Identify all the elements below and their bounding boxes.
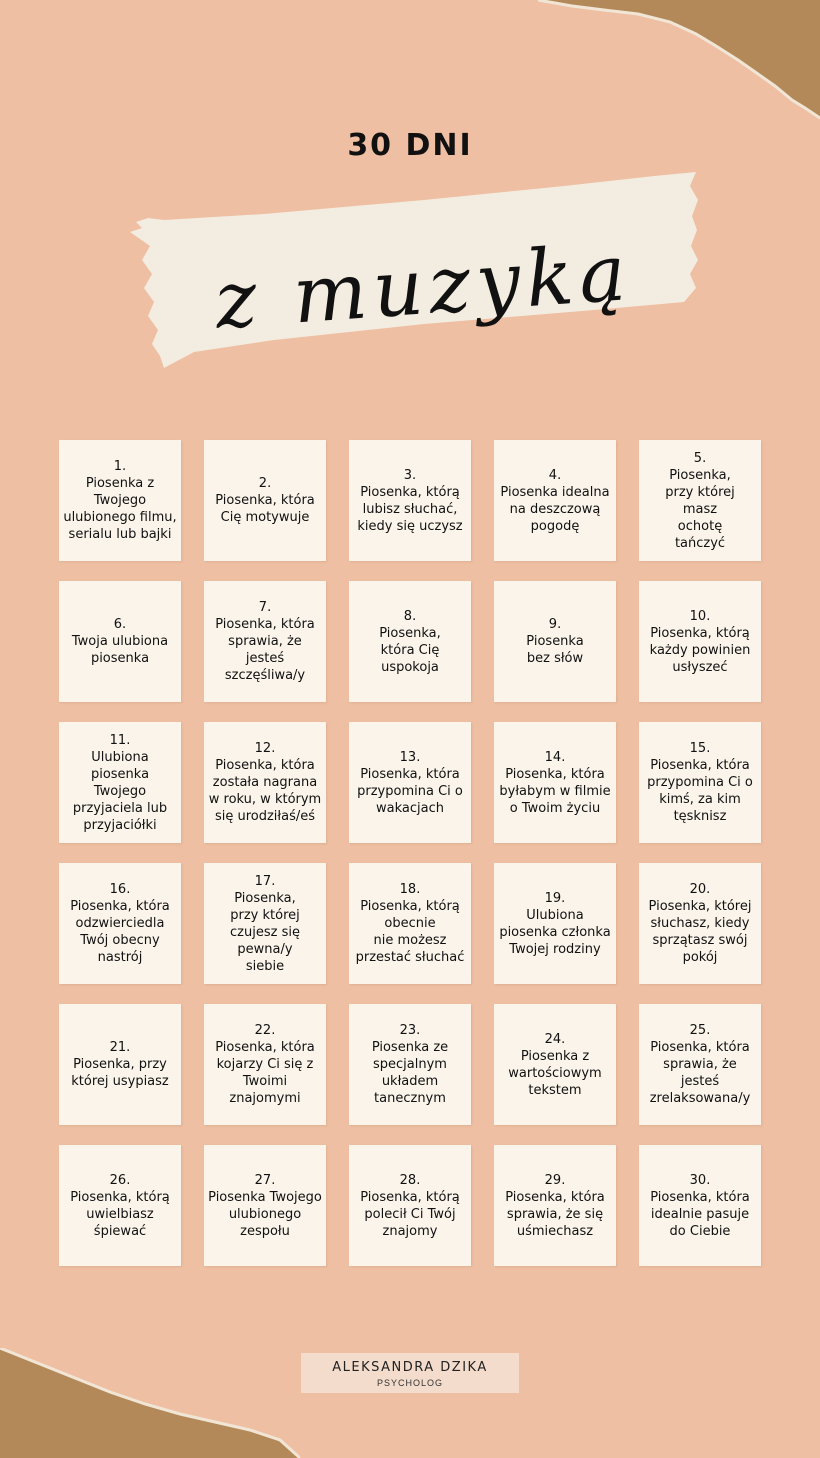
challenge-card bbox=[59, 1004, 181, 1125]
challenge-card bbox=[59, 863, 181, 984]
script-subtitle: z muzyką bbox=[212, 227, 635, 347]
challenge-card-text: 12. Piosenka, która została nagrana w roku, w którym się urodziłaś/eś bbox=[208, 741, 322, 824]
kraft-paper-corner-top-right bbox=[520, 0, 820, 120]
challenge-card bbox=[639, 1004, 761, 1125]
challenge-card-text: 13. Piosenka, która przypomina Ci o wakacjach bbox=[357, 749, 463, 816]
challenge-card-text: 24. Piosenka z wartościowym tekstem bbox=[508, 1031, 602, 1098]
challenge-card bbox=[59, 581, 181, 702]
challenge-card bbox=[494, 1145, 616, 1266]
challenge-card-text: 25. Piosenka, która sprawia, że jesteś zrelaksowana/y bbox=[649, 1023, 751, 1106]
challenge-card-text: 29. Piosenka, która sprawia, że się uśmiechasz bbox=[505, 1172, 605, 1239]
challenge-card-text: 6. Twoja ulubiona piosenka bbox=[71, 617, 169, 666]
challenge-card-text: 8. Piosenka, która Cię uspokoja bbox=[379, 608, 441, 675]
challenge-card-text: 17. Piosenka, przy której czujesz się pewna/y siebie bbox=[230, 873, 300, 974]
challenge-card-text: 7. Piosenka, która sprawia, że jesteś szczęśliwa/y bbox=[215, 600, 315, 683]
kraft-paper-corner-bottom-left bbox=[0, 1348, 300, 1458]
challenge-card bbox=[349, 1145, 471, 1266]
challenge-card bbox=[349, 722, 471, 843]
challenge-card bbox=[494, 863, 616, 984]
challenge-card-text: 9. Piosenka bez słów bbox=[526, 617, 584, 666]
challenge-card-text: 18. Piosenka, którą obecnie nie możesz przestać słuchać bbox=[355, 882, 465, 965]
challenge-card-text: 2. Piosenka, która Cię motywuje bbox=[215, 476, 315, 525]
challenge-card bbox=[204, 722, 326, 843]
page-title: 30 DNI bbox=[347, 128, 473, 163]
challenge-card bbox=[204, 1145, 326, 1266]
challenge-card-text: 21. Piosenka, przy której usypiasz bbox=[71, 1040, 169, 1089]
challenge-card-text: 5. Piosenka, przy której masz ochotę tańczyć bbox=[665, 450, 735, 551]
challenge-card-text: 20. Piosenka, której słuchasz, kiedy sprzątasz swój pokój bbox=[648, 882, 752, 965]
challenge-card bbox=[204, 581, 326, 702]
challenge-card-text: 16. Piosenka, która odzwierciedla Twój obecny nastrój bbox=[70, 882, 170, 965]
challenge-card-text: 23. Piosenka ze specjalnym układem tanecznym bbox=[371, 1023, 449, 1106]
challenge-card bbox=[59, 1145, 181, 1266]
challenge-card bbox=[59, 722, 181, 843]
challenge-card-text: 22. Piosenka, która kojarzy Ci się z Twoimi znajomymi bbox=[215, 1023, 315, 1106]
challenge-card bbox=[349, 863, 471, 984]
challenge-card bbox=[349, 1004, 471, 1125]
challenge-card bbox=[639, 722, 761, 843]
challenge-card-text: 14. Piosenka, która byłabym w filmie o Twoim życiu bbox=[499, 749, 611, 816]
challenge-card-text: 3. Piosenka, którą lubisz słuchać, kiedy się uczysz bbox=[357, 467, 463, 534]
author-badge bbox=[301, 1353, 519, 1393]
challenge-card bbox=[59, 440, 181, 561]
challenge-grid bbox=[59, 440, 761, 1266]
challenge-card bbox=[639, 1145, 761, 1266]
author-name: ALEKSANDRA DZIKA bbox=[332, 1360, 488, 1375]
challenge-card bbox=[639, 440, 761, 561]
challenge-card bbox=[349, 581, 471, 702]
challenge-card-text: 10. Piosenka, którą każdy powinien usłyszeć bbox=[649, 608, 751, 675]
challenge-card-text: 1. Piosenka z Twojego ulubionego filmu, serialu lub bajki bbox=[63, 459, 177, 542]
author-role: PSYCHOLOG bbox=[376, 1378, 443, 1388]
challenge-card bbox=[639, 581, 761, 702]
challenge-card bbox=[204, 440, 326, 561]
challenge-card bbox=[349, 440, 471, 561]
challenge-card-text: 28. Piosenka, którą polecił Ci Twój znajomy bbox=[360, 1172, 460, 1239]
challenge-card bbox=[639, 863, 761, 984]
challenge-card-text: 11. Ulubiona piosenka Twojego przyjaciela lub przyjaciółki bbox=[72, 732, 168, 833]
challenge-card-text: 19. Ulubiona piosenka członka Twojej rodziny bbox=[499, 890, 611, 957]
challenge-card bbox=[494, 722, 616, 843]
challenge-card-text: 26. Piosenka, którą uwielbiasz śpiewać bbox=[70, 1172, 170, 1239]
challenge-card bbox=[494, 581, 616, 702]
challenge-card bbox=[494, 1004, 616, 1125]
challenge-card-text: 30. Piosenka, która idealnie pasuje do Ciebie bbox=[650, 1172, 750, 1239]
challenge-card bbox=[494, 440, 616, 561]
challenge-card-text: 27. Piosenka Twojego ulubionego zespołu bbox=[208, 1172, 322, 1239]
challenge-card-text: 15. Piosenka, która przypomina Ci o kimś, za kim tęsknisz bbox=[647, 741, 753, 824]
challenge-card-text: 4. Piosenka idealna na deszczową pogodę bbox=[500, 467, 610, 534]
challenge-card bbox=[204, 863, 326, 984]
challenge-card bbox=[204, 1004, 326, 1125]
